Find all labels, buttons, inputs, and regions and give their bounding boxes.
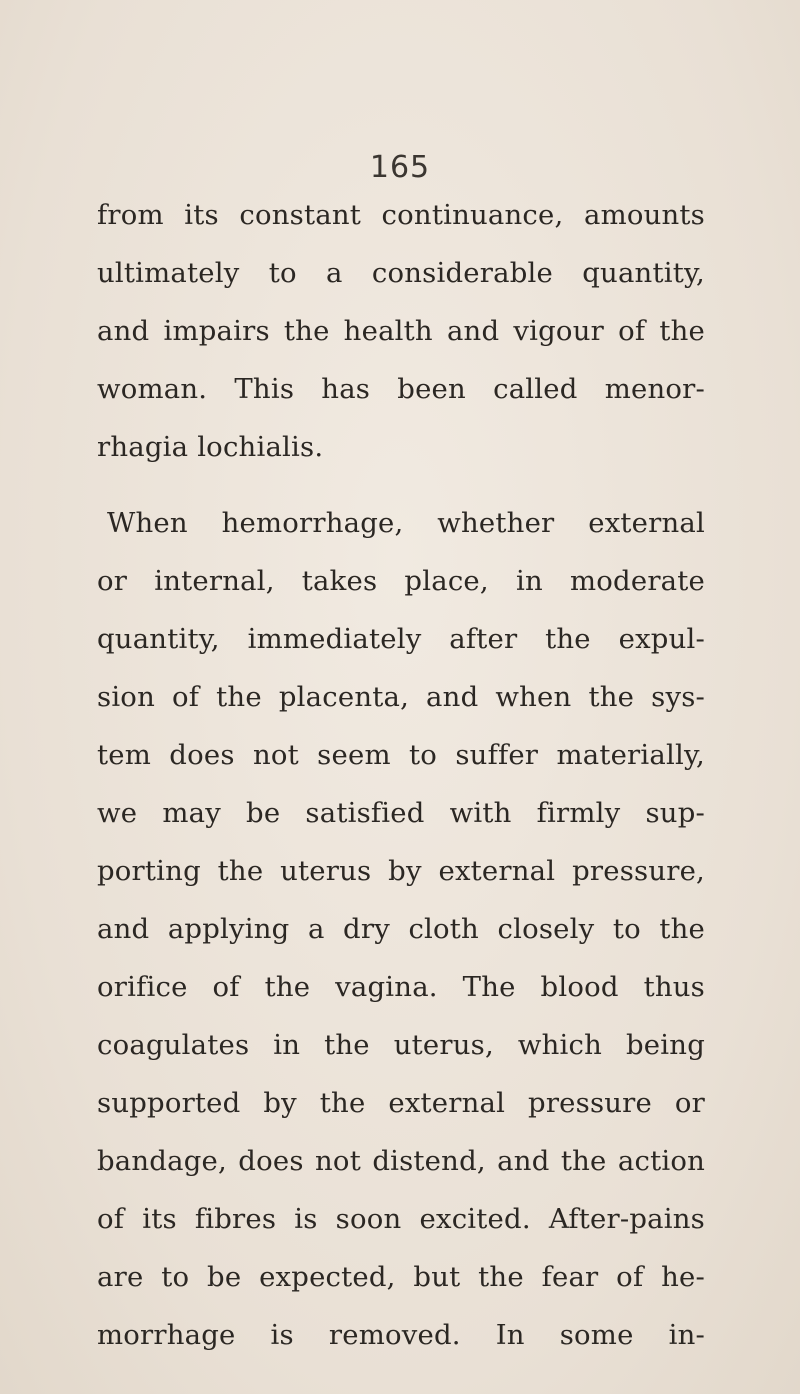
text-line: orifice of the vagina. The blood thus: [97, 971, 705, 1003]
text-line: morrhage is removed. In some in-: [97, 1319, 705, 1351]
text-line: bandage, does not distend, and the action: [97, 1145, 705, 1177]
text-line: porting the uterus by external pressure,: [97, 855, 705, 887]
text-line: rhagia lochialis.: [97, 431, 324, 463]
paragraph-2: [97, 494, 705, 1364]
text-line: sion of the placenta, and when the sys-: [97, 681, 705, 713]
text-line: of its fibres is soon excited. After-pains: [97, 1203, 705, 1235]
text-line: woman. This has been called menor-: [97, 373, 705, 405]
text-line: and impairs the health and vigour of the: [97, 315, 705, 347]
text-line: quantity, immediately after the expul-: [97, 623, 705, 655]
text-line: ultimately to a considerable quantity,: [97, 257, 705, 289]
text-line: When hemorrhage, whether external: [107, 507, 705, 539]
text-line: are to be expected, but the fear of he-: [97, 1261, 705, 1293]
paragraph-1: [97, 186, 705, 476]
text-line: from its constant continuance, amounts: [97, 199, 705, 231]
text-line: coagulates in the uterus, which being: [97, 1029, 705, 1061]
page-number: 165: [369, 150, 431, 185]
text-line: tem does not seem to suffer materially,: [97, 739, 705, 771]
text-line: we may be satisfied with firmly sup-: [97, 797, 705, 829]
text-line: supported by the external pressure or: [97, 1087, 705, 1119]
text-line: or internal, takes place, in moderate: [97, 565, 705, 597]
text-line: and applying a dry cloth closely to the: [97, 913, 705, 945]
